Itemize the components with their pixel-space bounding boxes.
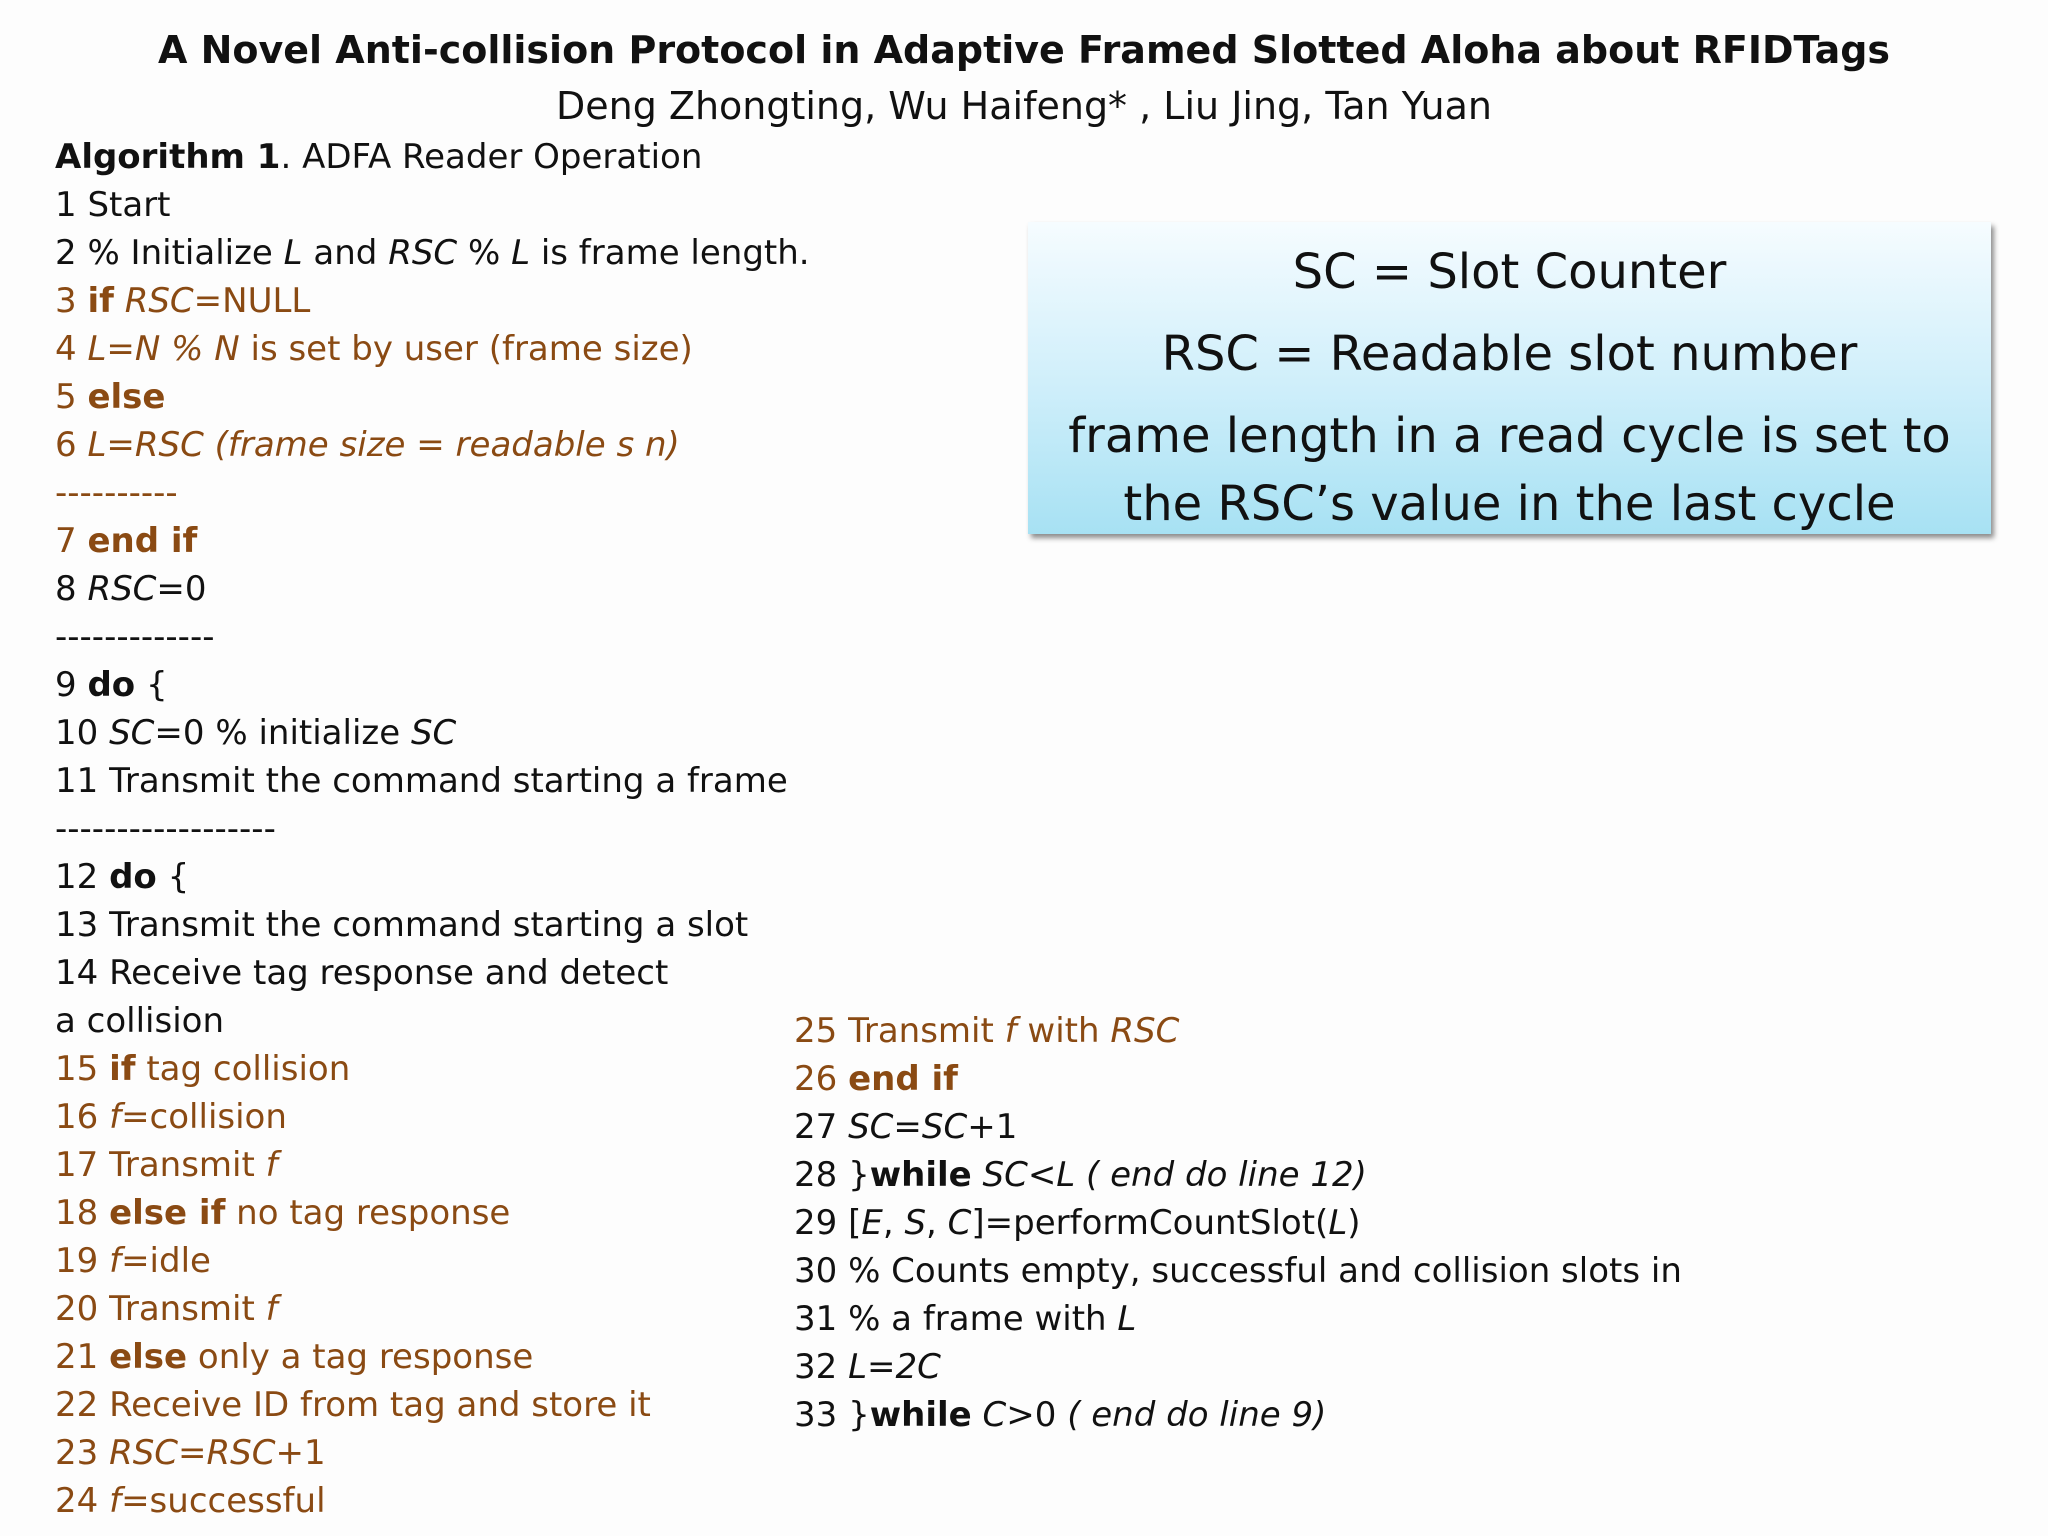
- code-line-2: 2 % Initialize L and RSC % L is frame length.: [55, 233, 810, 273]
- code-line-28: 28 }while SC<L ( end do line 12): [794, 1155, 1367, 1195]
- code-line-14: 14 Receive tag response and detect a collision: [55, 953, 669, 1041]
- separator-2: -------------: [55, 617, 215, 657]
- algorithm-heading: [55, 133, 775, 181]
- code-line-10: 10 SC=0 % initialize SC: [55, 713, 457, 753]
- code-line-21: 21 else only a tag response: [55, 1337, 534, 1377]
- code-line-18: 18 else if no tag response: [55, 1193, 511, 1233]
- code-line-12: 12 do {: [55, 857, 190, 897]
- code-line-32: 32 L=2C: [794, 1347, 941, 1387]
- code-line-16: 16 f=collision: [55, 1097, 287, 1137]
- code-line-13: 13 Transmit the command starting a slot: [55, 905, 749, 945]
- code-line-31: 31 % a frame with L: [794, 1299, 1137, 1339]
- code-line-5: 5 else: [55, 377, 166, 417]
- page-title: A Novel Anti-collision Protocol in Adaptive Framed Slotted Aloha about RFIDTags: [157, 28, 1891, 72]
- code-line-20: 20 Transmit f: [55, 1289, 278, 1329]
- code-line-23: 23 RSC=RSC+1: [55, 1433, 326, 1473]
- separator-1: ----------: [55, 473, 178, 513]
- authors: Deng Zhongting, Wu Haifeng* , Liu Jing, Tan Yuan: [555, 84, 1492, 128]
- separator-3: ------------------: [55, 809, 276, 849]
- code-line-6: 6 L=RSC (frame size = readable s n): [55, 425, 680, 465]
- code-line-8: 8 RSC=0: [55, 569, 207, 609]
- definition-sc: SC = Slot Counter: [1292, 244, 1727, 300]
- definition-rsc: RSC = Readable slot number: [1161, 326, 1858, 382]
- frame-length-note: frame length in a read cycle is set to the RSC’s value in the last cycle: [1068, 408, 1951, 532]
- code-line-22: 22 Receive ID from tag and store it: [55, 1385, 651, 1425]
- code-line-29: 29 [E, S, C]=performCountSlot(L): [794, 1203, 1361, 1243]
- code-line-25: 25 Transmit f with RSC: [794, 1011, 1180, 1051]
- code-line-27: 27 SC=SC+1: [794, 1107, 1018, 1147]
- algorithm-right-column: [794, 1007, 1794, 1439]
- algorithm-name: . ADFA Reader Operation: [280, 137, 703, 177]
- definitions-callout-box: [1028, 222, 1991, 534]
- code-line-7: 7 end if: [55, 521, 198, 561]
- code-line-9: 9 do {: [55, 665, 168, 705]
- algorithm-left-column: [55, 133, 810, 1525]
- code-line-1: 1 Start: [55, 185, 171, 225]
- code-line-33: 33 }while C>0 ( end do line 9): [794, 1395, 1327, 1435]
- code-line-4: 4 L=N % N is set by user (frame size): [55, 329, 693, 369]
- algorithm-number: Algorithm 1: [55, 137, 281, 177]
- code-line-3: 3 if RSC=NULL: [55, 281, 311, 321]
- code-line-11: 11 Transmit the command starting a frame: [55, 761, 788, 801]
- code-line-15: 15 if tag collision: [55, 1049, 351, 1089]
- code-line-26: 26 end if: [794, 1059, 958, 1099]
- code-line-19: 19 f=idle: [55, 1241, 211, 1281]
- code-line-24: 24 f=successful: [55, 1481, 326, 1521]
- code-line-17: 17 Transmit f: [55, 1145, 278, 1185]
- code-line-30: 30 % Counts empty, successful and collision slots in: [794, 1251, 1682, 1291]
